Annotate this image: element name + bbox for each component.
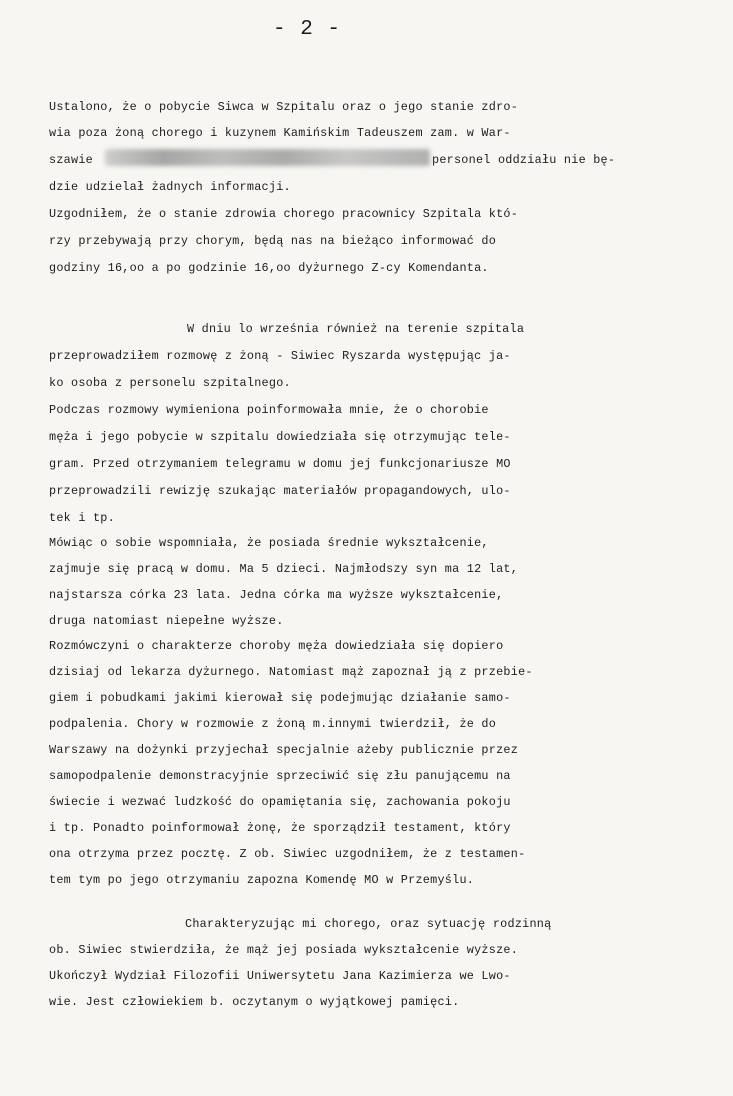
text-line: podpalenia. Chory w rozmowie z żoną m.innymi twierdził, że do — [49, 717, 497, 731]
text-line: rzy przebywają przy chorym, będą nas na bieżąco informować do — [49, 234, 497, 248]
text-line: świecie i wezwać ludzkość do opamiętania się, zachowania pokoju — [49, 795, 511, 809]
text-line: dzie udzielał żadnych informacji. — [49, 180, 291, 194]
text-line: najstarsza córka 23 lata. Jedna córka ma wyższe wykształcenie, — [49, 588, 504, 602]
text-line: męża i jego pobycie w szpitalu dowiedziała się otrzymując tele- — [49, 430, 511, 444]
text-line: przeprowadzili rewizję szukając materiałów propagandowych, ulo- — [49, 484, 511, 498]
page-number: - 2 - — [272, 18, 341, 41]
text-line: ko osoba z personelu szpitalnego. — [49, 376, 291, 390]
text-line: ona otrzyma przez pocztę. Z ob. Siwiec uzgodniłem, że z testamen- — [49, 847, 526, 861]
text-line: godziny 16,oo a po godzinie 16,oo dyżurnego Z-cy Komendanta. — [49, 261, 489, 275]
text-line: Ustalono, że o pobycie Siwca w Szpitalu oraz o jego stanie zdro- — [49, 100, 519, 114]
text-line: Rozmówczyni o charakterze choroby męża dowiedziała się dopiero — [49, 639, 504, 653]
text-line: Uzgodniłem, że o stanie zdrowia chorego pracownicy Szpitala któ- — [49, 207, 519, 221]
text-line: zajmuje się pracą w domu. Ma 5 dzieci. Najmłodszy syn ma 12 lat, — [49, 562, 519, 576]
text-line-with-redaction — [49, 147, 733, 173]
text-line: giem i pobudkami jakimi kierował się podejmując działanie samo- — [49, 691, 511, 705]
text-line: tek i tp. — [49, 511, 115, 525]
text-line: Mówiąc o sobie wspomniała, że posiada średnie wykształcenie, — [49, 536, 489, 550]
text-line: ob. Siwiec stwierdziła, że mąż jej posiada wykształcenie wyższe. — [49, 943, 519, 957]
text-line: wia poza żoną chorego i kuzynem Kamińskim Tadeuszem zam. w War- — [49, 126, 511, 140]
text-line: i tp. Ponadto poinformował żonę, że sporządził testament, który — [49, 821, 511, 835]
text-line: gram. Przed otrzymaniem telegramu w domu jej funkcjonariusze MO — [49, 457, 511, 471]
text-fragment: personel oddziału nie bę- — [431, 153, 616, 167]
text-fragment: szawie — [49, 153, 93, 167]
text-line: przeprowadziłem rozmowę z żoną - Siwiec Ryszarda występując ja- — [49, 349, 511, 363]
text-line: Podczas rozmowy wymieniona poinformowała mnie, że o chorobie — [49, 403, 489, 417]
text-line: Warszawy na dożynki przyjechał specjalnie ażeby publicznie przez — [49, 743, 519, 757]
redacted-address — [105, 149, 430, 166]
text-line: samopodpalenie demonstracyjnie sprzeciwić się złu panującemu na — [49, 769, 511, 783]
text-line: wie. Jest człowiekiem b. oczytanym o wyjątkowej pamięci. — [49, 995, 460, 1009]
text-line: dzisiaj od lekarza dyżurnego. Natomiast mąż zapoznał ją z przebie- — [49, 665, 533, 679]
text-line: Charakteryzując mi chorego, oraz sytuację rodzinną — [185, 917, 552, 931]
text-line: W dniu lo września również na terenie szpitala — [187, 322, 525, 336]
text-line: druga natomiast niepełne wyższe. — [49, 614, 284, 628]
text-line: Ukończył Wydział Filozofii Uniwersytetu Jana Kazimierza we Lwo- — [49, 969, 511, 983]
text-line: tem tym po jego otrzymaniu zapozna Komendę MO w Przemyślu. — [49, 873, 475, 887]
